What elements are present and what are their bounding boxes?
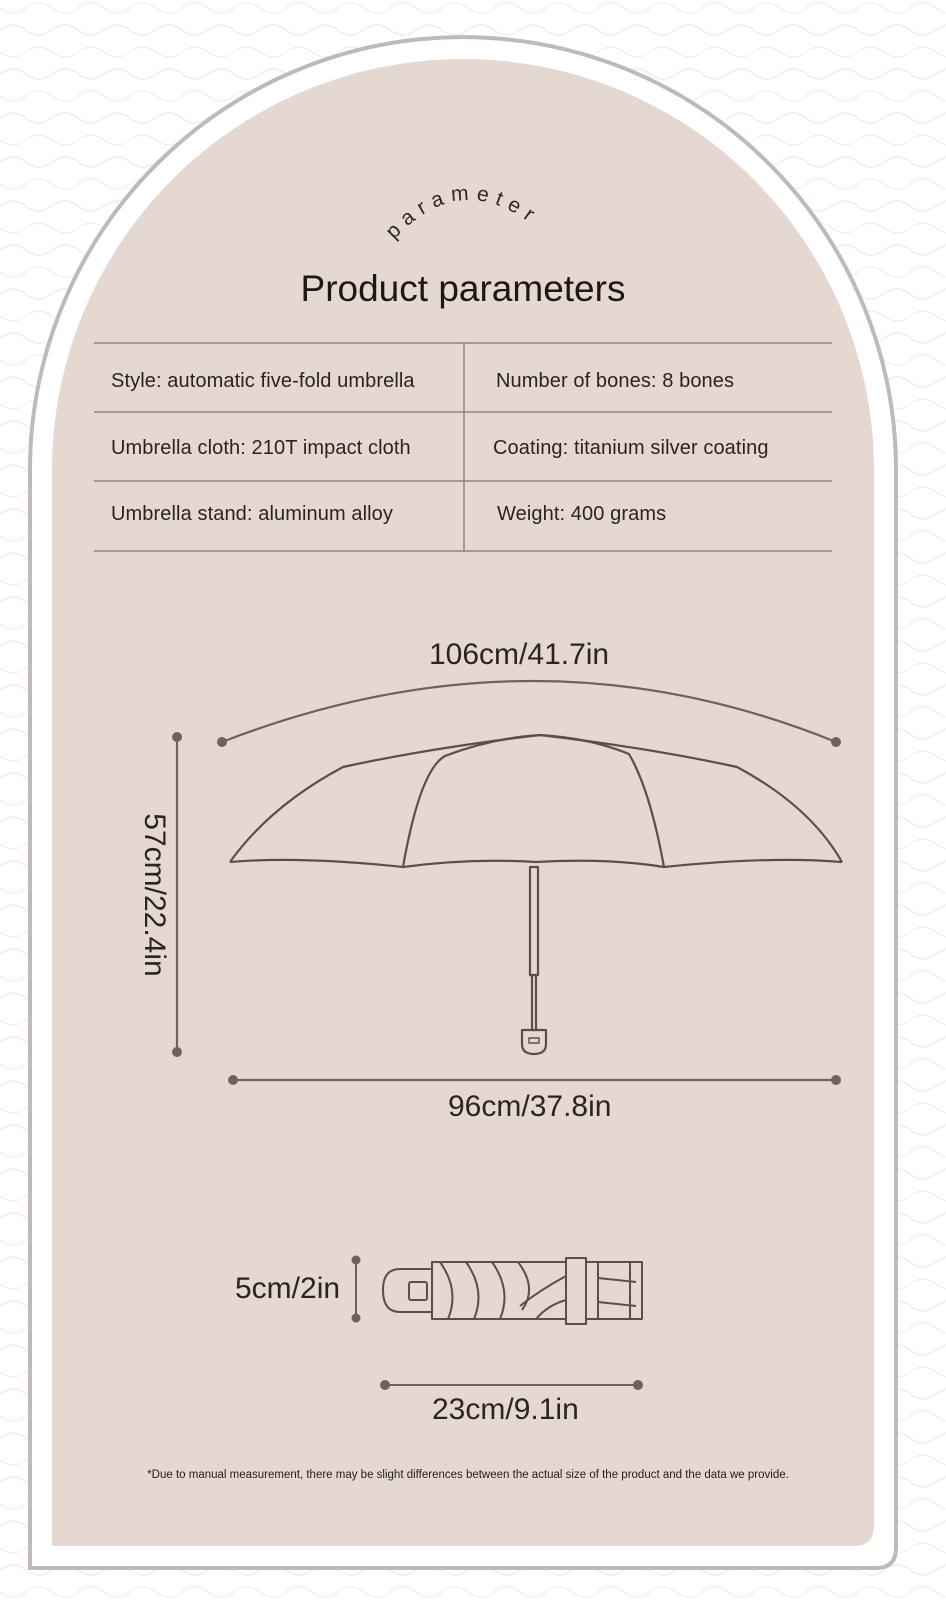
folded-length-dimension: 23cm/9.1in xyxy=(432,1393,579,1426)
param-cloth: Umbrella cloth: 210T impact cloth xyxy=(111,437,411,459)
footnote: *Due to manual measurement, there may be slight differences between the actual size of the product and the data we provide. xyxy=(147,1469,789,1481)
open-width-dimension: 96cm/37.8in xyxy=(448,1090,612,1123)
param-stand: Umbrella stand: aluminum alloy xyxy=(111,503,394,525)
folded-diameter-dimension: 5cm/2in xyxy=(235,1272,341,1305)
param-coating: Coating: titanium silver coating xyxy=(493,437,769,459)
open-height-dimension: 57cm/22.4in xyxy=(138,813,171,977)
param-bones: Number of bones: 8 bones xyxy=(496,370,735,392)
arc-label: parameter xyxy=(381,181,545,244)
param-style: Style: automatic five-fold umbrella xyxy=(111,370,415,392)
page-title: Product parameters xyxy=(300,268,626,309)
param-weight: Weight: 400 grams xyxy=(497,503,667,525)
open-arc-dimension: 106cm/41.7in xyxy=(429,638,610,671)
